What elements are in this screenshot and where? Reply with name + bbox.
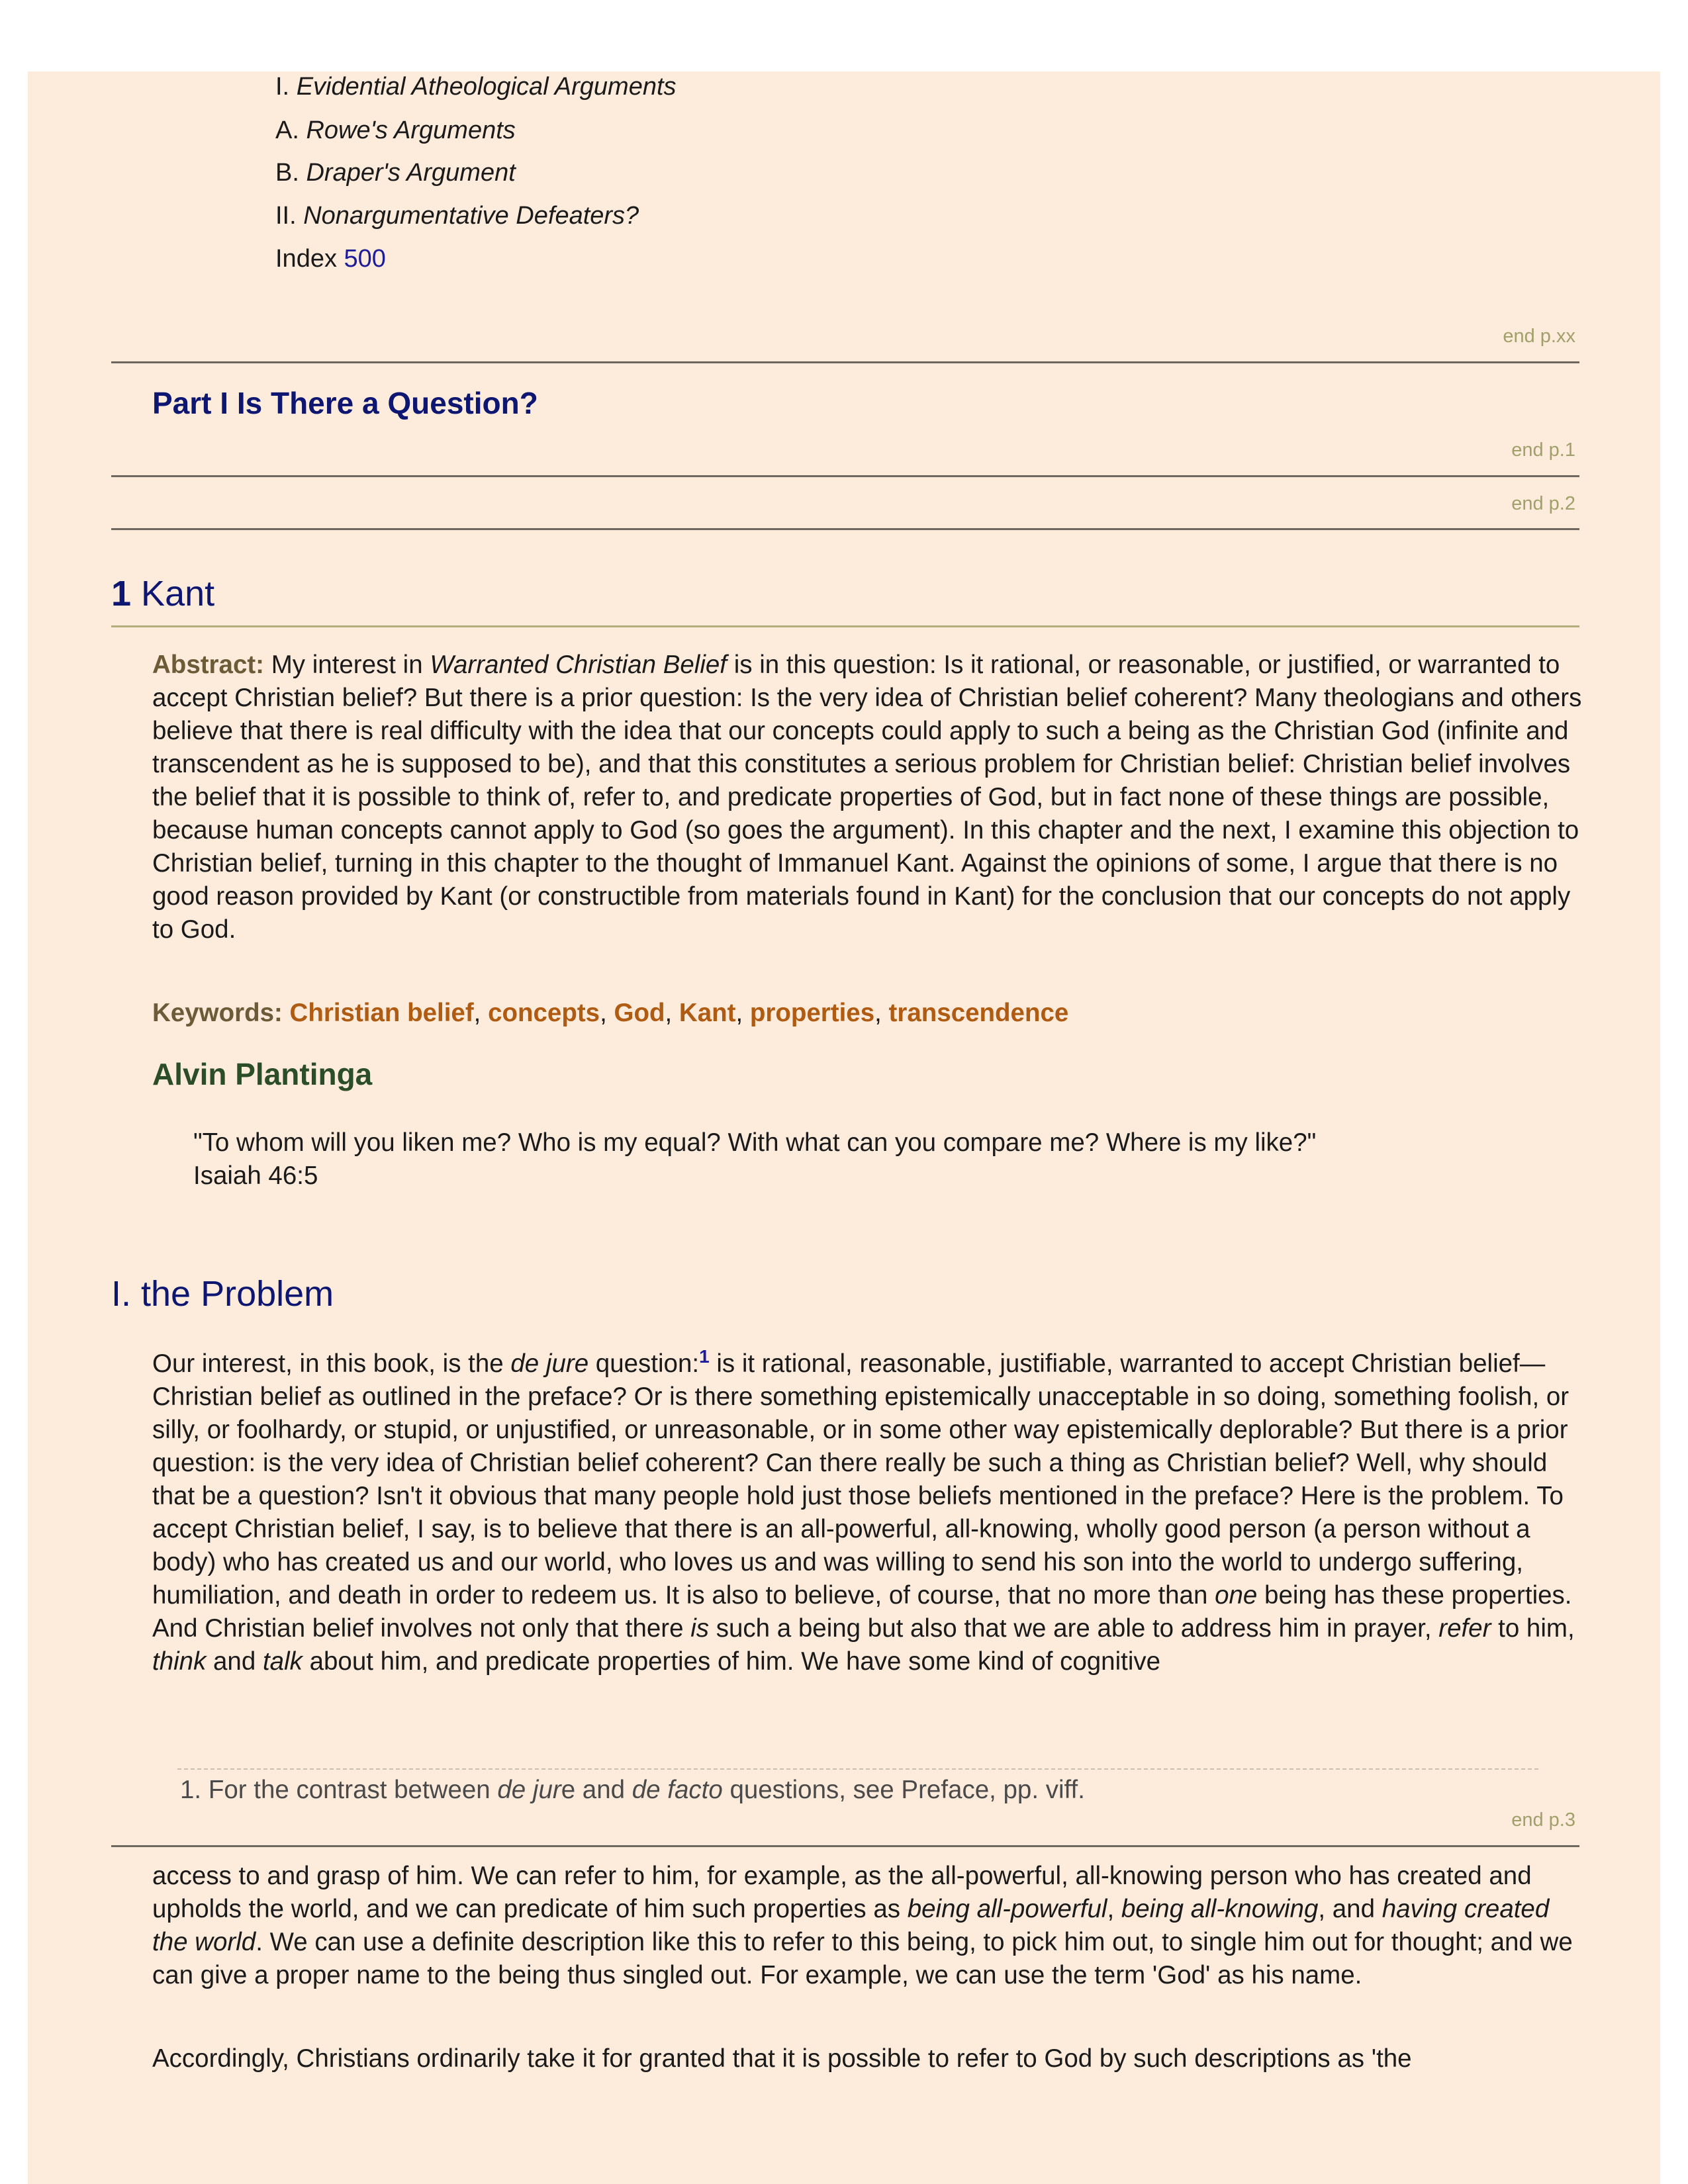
epigraph: [193, 1126, 1316, 1193]
part-title: Part I Is There a Question?: [152, 386, 538, 420]
toc-item[interactable]: II. Nonargumentative Defeaters?: [275, 202, 639, 230]
abstract-label: Abstract:: [152, 651, 265, 679]
keyword-link[interactable]: God: [614, 999, 665, 1027]
abstract: Abstract: My interest in Warranted Christian Belief is in this question: Is it rational, or reasonable, or justified, or warranted to accept Christian belief? But there is a prior question: Is the very idea of Christian belief coherent? Many theologians and others believe that there is real difficulty with the idea that our concepts could apply to such a being as the Christian God (infinite and transcendent as he is supposed to be), and that this constitutes a serious problem for Christian belief: Christian belief involves the belief that it is possible to think of, refer to, and predicate properties of God, but in fact none of these things are possible, because human concepts cannot apply to God (so goes the argument). In this chapter and the next, I examine this objection to Christian belief, turning in this chapter to the thought of Immanuel Kant. Against the opinions of some, I argue that there is no good reason provided by Kant (or constructible from materials found in Kant) for the conclusion that our concepts do not apply to God.: [152, 651, 1582, 944]
epigraph-quote: "To whom will you liken me? Who is my equal? With what can you compare me? Where is my like?": [193, 1128, 1317, 1157]
body-paragraph: Our interest, in this book, is the de jure question:$^1$ is it rational, reasonable, justifiable, warranted to accept Christian belief—Christian belief as outlined in the preface? Or is there something epistemically unacceptable in so doing, something foolish, or silly, or foolhardy, or stupid, or unjustified, or unreasonable, or in some other way epistemically deplorable? But there is a prior question: is the very idea of Christian belief coherent? Can there really be such a thing as Christian belief? Well, why should that be a question? Isn't it obvious that many people hold just those beliefs mentioned in the preface? Here is the problem. To accept Christian belief, I say, is to believe that there is an all-powerful, all-knowing, wholly good person (a person without a body) who has created us and our world, who loves us and was willing to send his son into the world to undergo suffering, humiliation, and death in order to redeem us. It is also to believe, of course, that no more than one being has these properties. And Christian belief involves not only that there is such a being but also that we are able to address him in prayer, refer to him, think and talk about him, and predicate properties of him. We have some kind of cognitive: [152, 1346, 1575, 1676]
toc-item[interactable]: B. Draper's Argument: [275, 159, 516, 187]
page-divider: [111, 528, 1579, 530]
keyword-link[interactable]: Christian belief: [289, 999, 474, 1027]
toc-item[interactable]: A. Rowe's Arguments: [275, 116, 516, 144]
index-page-link[interactable]: 500: [344, 245, 386, 273]
toc-index: Index 500: [275, 245, 386, 273]
page-end-marker: end p.2: [1511, 493, 1575, 514]
chapter-title: [111, 573, 214, 614]
footnote-divider: [177, 1768, 1538, 1770]
page-end-marker: end p.1: [1511, 439, 1575, 461]
footnote: 1. For the contrast between de jure and de facto questions, see Preface, pp. viff.: [180, 1776, 1085, 1804]
page-divider: [111, 475, 1579, 477]
page-divider: [111, 361, 1579, 363]
body-paragraph: Accordingly, Christians ordinarily take it for granted that it is possible to refer to God by such descriptions as 'the: [152, 2044, 1412, 2073]
epigraph-source: Isaiah 46:5: [193, 1161, 318, 1190]
page-end-marker: end p.3: [1511, 1809, 1575, 1831]
chapter-underline: [111, 625, 1579, 627]
author-name: Alvin Plantinga: [152, 1057, 373, 1091]
chapter-name: Kant: [131, 574, 215, 614]
body-paragraph: access to and grasp of him. We can refer to him, for example, as the all-powerful, all-knowing person who has created and upholds the world, and we can predicate of him such properties as being all-powerful, being all-knowing, and having created the world. We can use a definite description like this to refer to this being, to pick him out, to single him out for thought; and we can give a proper name to the being thus singled out. For example, we can use the term 'God' as his name.: [152, 1862, 1573, 1989]
page-divider: [111, 1845, 1579, 1847]
keywords: Keywords: Christian belief, concepts, God, Kant, properties, transcendence: [152, 999, 1069, 1027]
keyword-link[interactable]: properties: [749, 999, 875, 1027]
footnote-ref-link[interactable]: 1: [699, 1346, 710, 1367]
keyword-link[interactable]: concepts: [488, 999, 600, 1027]
section-title: I. the Problem: [111, 1274, 334, 1314]
chapter-number: 1: [111, 574, 132, 614]
toc-item[interactable]: I. Evidential Atheological Arguments: [275, 73, 677, 101]
keywords-label: Keywords:: [152, 999, 283, 1027]
page-end-marker: end p.xx: [1503, 326, 1575, 347]
keyword-link[interactable]: Kant: [679, 999, 736, 1027]
keyword-link[interactable]: transcendence: [888, 999, 1069, 1027]
